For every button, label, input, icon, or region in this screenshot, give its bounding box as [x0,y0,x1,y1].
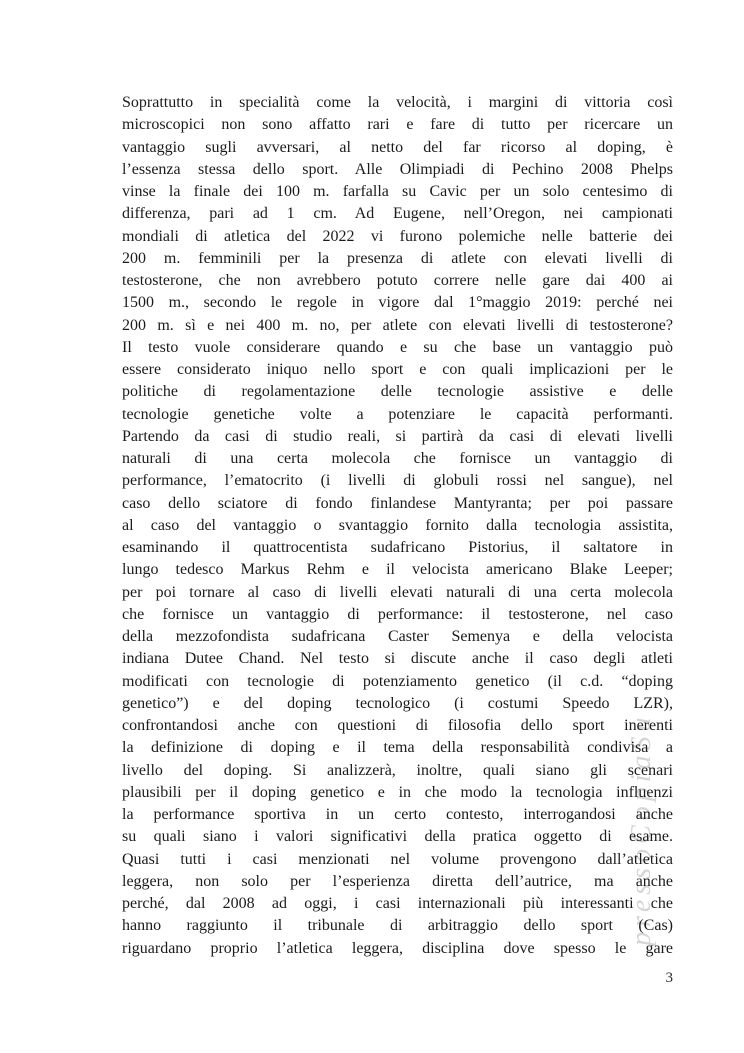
text-line: hanno raggiunto il tribunale di arbitraggio dello sport (Cas) [122,917,673,935]
text-line: su quali siano i valori significativi della pratica oggetto di esame. [122,828,673,846]
text-line: Partendo da casi di studio reali, si partirà da casi di elevati livelli [122,427,673,445]
text-line: vantaggio sugli avversari, al netto del far ricorso al doping, è [122,138,673,156]
text-line: livello del doping. Si analizzerà, inoltre, quali siano gli scenari [122,761,673,779]
text-line: politiche di regolamentazione delle tecnologie assistive e delle [122,383,673,401]
text-line: al caso del vantaggio o svantaggio fornito dalla tecnologia assistita, [122,516,673,534]
text-block [122,92,673,960]
text-line: vinse la finale dei 100 m. farfalla su Cavic per un solo centesimo di [122,183,673,200]
text-line: leggera, non solo per l’esperienza diretta dell’autrice, ma anche [122,872,673,890]
text-line: microscopici non sono affatto rari e fare di tutto per ricercare un [122,116,673,134]
text-line: genetico”) e del doping tecnologico (i costumi Speedo LZR), [122,694,673,712]
text-line: 1500 m., secondo le regole in vigore dal 1°maggio 2019: perché nei [122,294,673,312]
text-line: Soprattutto in specialità come la velocità, i margini di vittoria così [122,94,673,111]
text-line: per poi tornare al caso di livelli elevati naturali di una certa molecola [122,583,673,601]
text-line: essere considerato iniquo nello sport e con quali implicazioni per le [122,361,673,378]
text-line: indiana Dutee Chand. Nel testo si discute anche il caso degli atleti [122,650,673,668]
text-line: perché, dal 2008 ad oggi, i casi internazionali più interessanti che [122,895,673,912]
text-line: Il testo vuole considerare quando e su che base un vantaggio può [122,338,673,356]
text-line: riguardano proprio l’atletica leggera, disciplina dove spesso le gare [122,939,673,957]
text-line: confrontandosi anche con questioni di filosofia dello sport inerenti [122,717,673,734]
text-line: che fornisce un vantaggio di performance: il testosterone, nel caso [122,605,673,623]
text-line: performance, l’ematocrito (i livelli di globuli rossi nel sangue), nel [122,472,673,490]
text-line: modificati con tecnologie di potenziamento genetico (il c.d. “doping [122,672,673,690]
text-line: Quasi tutti i casi menzionati nel volume provengono dall’atletica [122,850,673,868]
text-line: l’essenza stessa dello sport. Alle Olimpiadi di Pechino 2008 Phelps [122,160,673,178]
text-line: lungo tedesco Markus Rehm e il velocista americano Blake Leeper; [122,561,673,579]
text-line: 200 m. femminili per la presenza di atlete con elevati livelli di [122,249,673,267]
text-line: mondiali di atletica del 2022 vi furono polemiche nelle batterie dei [122,227,673,245]
text-line: la performance sportiva in un certo contesto, interrogandosi anche [122,806,673,823]
watermark: pressoCopiaSu [626,712,657,946]
text-line: plausibili per il doping genetico e in che modo la tecnologia influenzi [122,783,673,801]
text-line: 200 m. sì e nei 400 m. no, per atlete con elevati livelli di testosterone? [122,316,673,334]
text-line: esaminando il quattrocentista sudafricano Pistorius, il saltatore in [122,539,673,556]
text-line: la definizione di doping e il tema della responsabilità condivisa a [122,739,673,757]
page-number: 3 [665,970,673,986]
text-line: della mezzofondista sudafricana Caster Semenya e della velocista [122,628,673,645]
text-line: naturali di una certa molecola che fornisce un vantaggio di [122,450,673,467]
text-line: tecnologie genetiche volte a potenziare le capacità performanti. [122,405,673,423]
text-line: testosterone, che non avrebbero potuto correre nelle gare dai 400 ai [122,272,673,289]
text-line: caso dello sciatore di fondo finlandese Mantyranta; per poi passare [122,494,673,512]
text-line: differenza, pari ad 1 cm. Ad Eugene, nell’Oregon, nei campionati [122,205,673,223]
